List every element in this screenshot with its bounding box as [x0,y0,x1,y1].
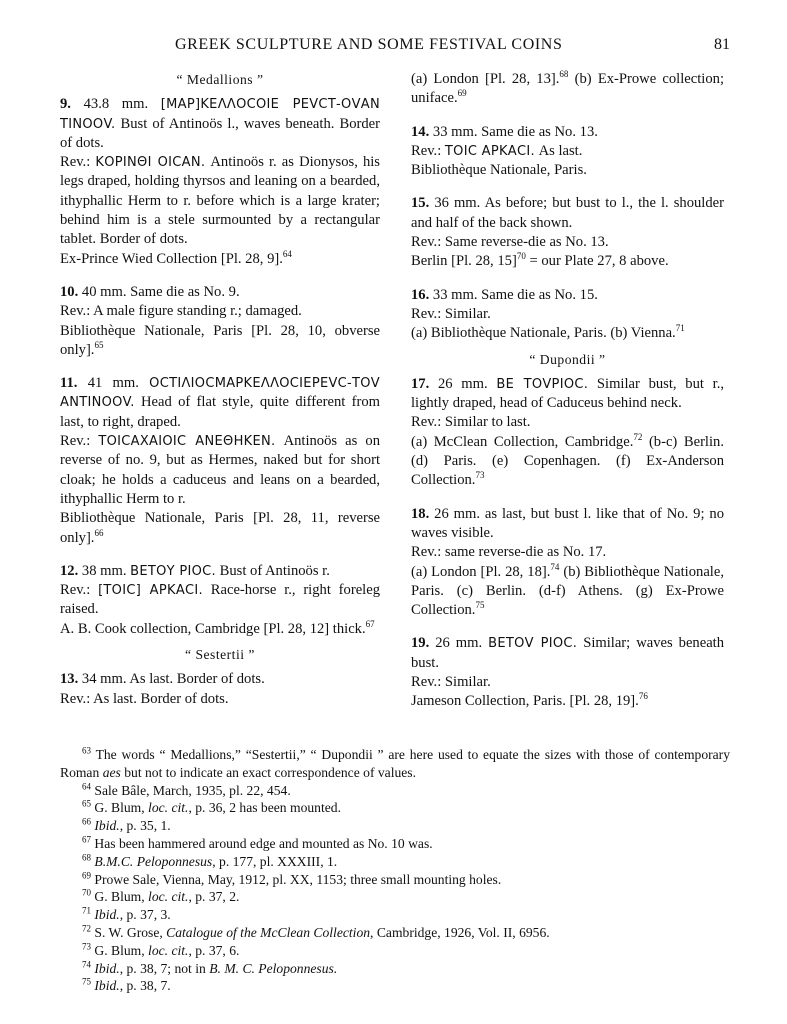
reverse-inscription: ΤΟΙC ΑΡΚΑCΙ. [444,143,535,159]
footnote-71: $^{71}$ Ibid., p. 37, 3. [82,905,171,923]
footnote-ref: 71 [675,323,685,334]
footnote-ref: 74 [550,561,560,572]
footnote-ref: 75 [475,600,485,611]
entry-number: 19. [411,635,430,652]
obverse-inscription: ΟCΤΙΛΙΟCΜΑΡΚΕΛΛΟCΙΕΡΕVC-ΤΟV ΑΝΤΙΝΟΟV. [60,376,381,411]
footnote-74: $^{74}$ Ibid., p. 38, 7; not in B. M. C. Peloponnesus. [82,959,338,976]
entry-number: 9. [60,96,71,113]
provenance: Bibliothèque Nationale, Paris [Pl. 28, 11, reverse only]. [60,510,380,546]
footnote-64: $^{64}$ Sale Bâle, March, 1935, pl. 22, 454. [82,781,291,798]
catalogue-entry-13: 13. 34 mm. As last. Border of dots. Rev.: As last. Border of dots. [60,671,265,707]
right-column [411,70,724,726]
footnote-67: $^{67}$ Has been hammered around edge and mounted as No. 10 was. [82,834,433,851]
entry-number: 15. [411,195,430,212]
footnote-66: $^{66}$ Ibid., p. 35, 1. [82,816,171,834]
reverse-inscription: ΚΟΡΙΝΘΙ ΟΙCΑΝ. [95,155,206,171]
catalogue-entry-11: 11. 41 mm. ΟCΤΙΛΙΟCΜΑΡΚΕΛΛΟCΙΕΡΕVC-ΤΟV ΑΝΤΙΝΟΟV. Head of flat style, quite different from last, to right, draped. Rev.: ΤΟΙCΑΧΑΙΟΙC ΑΝΕΘΗΚΕΝ. Antinoös as on reverse of no. 9, but as Hermes, naked but for short cloak; he holds a caduceus and leans on a bearded, ithyphallic Herm to r. Bibliothèque Nationale, Paris [Pl. 28, 11, reverse only].$^{66}$ [60,375,381,546]
entry-number: 17. [411,375,430,392]
footnote-69: $^{69}$ Prowe Sale, Vienna, May, 1912, pl. XX, 1153; three small mounting holes. [82,870,502,887]
section-heading-dupondii: “ Dupondii ” [529,351,606,367]
catalogue-entry-19: 19. 26 mm. ΒΕΤΟV ΡΙΟC. Similar; waves beneath bust. Rev.: Similar. Jameson Collection, Paris. [Pl. 28, 19].$^{76}$ [411,635,725,710]
footnote-ref: 66 [94,527,104,538]
catalogue-entry-14: 14. 33 mm. Same die as No. 13. Rev.: ΤΟΙC ΑΡΚΑCΙ. As last. Bibliothèque Nationale, Paris. [411,123,724,181]
page-number: 81 [714,36,730,53]
footnote-ref: 69 [457,88,467,99]
section-heading-sestertii: “ Sestertii ” [185,647,255,663]
footnote-ref: 70 [516,251,526,262]
provenance: (a) London [Pl. 28, 13]. [411,71,560,87]
entry-number: 14. [411,123,430,140]
running-header [60,36,730,60]
provenance: Ex-Prince Wied Collection [Pl. 28, 9]. [60,250,283,267]
provenance: Jameson Collection, Paris. [Pl. 28, 19]. [411,693,639,710]
entry-number: 12. [60,562,79,579]
catalogue-entry-16: 16. 33 mm. Same die as No. 15. Rev.: Similar. (a) Bibliothèque Nationale, Paris. (b) Vienna.$^{71}$ [411,286,685,342]
provenance: A. B. Cook collection, Cambridge [Pl. 28, 12] thick. [60,620,366,637]
provenance: (a) London [Pl. 28, 18]. [411,563,551,580]
catalogue-entry-17: 17. 26 mm. ΒΕ ΤΟVΡΙΟC. Similar bust, but r., lightly draped, head of Caduceus behind neck. Rev.: Similar to last. (a) McClean Collection, Cambridge.$^{72}$ (b-c) Berlin. (d) Paris. (e) Copenhagen. (f) Ex-Anderson Collection.$^{73}$ [411,375,725,489]
obverse-inscription: ΒΕ ΤΟVΡΙΟC. [496,376,589,392]
entry-number: 10. [60,283,79,300]
footnote-72: $^{72}$ S. W. Grose, Catalogue of the McClean Collection, Cambridge, 1926, Vol. II, 6956. [82,923,550,940]
catalogue-entry-12: 12. 38 mm. ΒΕΤΟΥ ΡΙΟC. Bust of Antinoös r. Rev.: [ΤΟΙC] ΑΡΚΑCΙ. Race-horse r., right foreleg raised. A. B. Cook collection, Cambridge [Pl. 28, 12] thick.$^{67}$ [60,562,380,637]
footnote-ref: 65 [94,340,104,350]
running-title: GREEK SCULPTURE AND SOME FESTIVAL COINS [175,36,563,53]
entry-number: 13. [60,671,79,688]
catalogue-entry-9: 9. 43.8 mm. [ΜΑΡ]ΚΕΛΛΟCΟΙΕ ΡΕVCΤ-ΟVΑΝ ΤΙΝΟΟV. Bust of Antinoös l., waves beneath. Border of dots. Rev.: ΚΟΡΙΝΘΙ ΟΙCΑΝ. Antinoös r. as Dionysos, his legs draped, holding thyrsos and leaning on a bearded, ithyphallic Herm to r. before which is a large krater; behind him is a stele surmounted by a rectangular tablet. Border of dots. Ex-Prince Wied Collection [Pl. 28, 9].$^{64}$ [60,96,380,267]
footnote-75: $^{75}$ Ibid., p. 38, 7. [82,976,171,994]
catalogue-entry-18: 18. 26 mm. as last, but bust l. like that of No. 9; no waves visible. Rev.: same reverse-die as No. 17. (a) London [Pl. 28, 18].$^{74}$ (b) Bibliothèque Nationale, Paris. (c) Berlin. (d-f) Athens. (g) Ex-Prowe Collection.$^{75}$ [411,505,724,619]
section-heading-medallions: “ Medallions ” [176,72,264,87]
left-column [60,70,380,723]
footnote-ref: 67 [365,618,375,629]
footnotes [60,746,730,995]
obverse-inscription: ΒΕΤΟV ΡΙΟC. [488,636,578,652]
entry-number: 11. [60,375,78,392]
obverse-inscription: [ΜΑΡ]ΚΕΛΛΟCΟΙΕ ΡΕVCΤ-ΟVΑΝ ΤΙΝΟΟV. [60,97,380,132]
provenance: (a) Bibliothèque Nationale, Paris. (b) Vienna. [411,325,676,342]
footnote-70: $^{70}$ G. Blum, loc. cit., p. 37, 2. [82,887,240,905]
provenance: Bibliothèque Nationale, Paris [Pl. 28, 10, obverse only]. [60,322,380,358]
footnote-63: $^{63}$ The words “ Medallions,” “Sestertii,” “ Dupondii ” are here used to equate the sizes with those of contemporary Roman aes but not to indicate an exact correspondence of values. [60,745,730,780]
footnote-ref: 76 [638,691,648,702]
footnote-ref: 73 [475,470,485,481]
catalogue-entry-13-continued: (a) London [Pl. 28, 13].$^{68}$ (b) Ex-Prowe collection; uniface.$^{69}$ [411,69,724,107]
reverse-inscription: [ΤΟΙC] ΑΡΚΑCΙ. [98,583,203,599]
reverse-inscription: ΤΟΙCΑΧΑΙΟΙC ΑΝΕΘΗΚΕΝ. [98,434,276,450]
entry-number: 16. [411,286,430,303]
footnote-ref: 64 [282,248,292,259]
catalogue-entry-10: 10. 40 mm. Same die as No. 9. Rev.: A male figure standing r.; damaged. Bibliothèque Nationale, Paris [Pl. 28, 10, obverse only].$^{65}$ [60,283,380,358]
provenance: (a) McClean Collection, Cambridge. [411,433,634,450]
entry-number: 18. [411,505,430,522]
footnote-65: $^{65}$ G. Blum, loc. cit., p. 36, 2 has been mounted. [82,798,341,816]
catalogue-entry-15: 15. 36 mm. As before; but bust to l., the l. shoulder and half of the back shown. Rev.: Same reverse-die as No. 13. Berlin [Pl. 28, 15]$^{70}$ = our Plate 27, 8 above. [411,195,724,270]
footnote-ref: 72 [633,431,643,442]
obverse-inscription: ΒΕΤΟΥ ΡΙΟC. [130,563,216,579]
footnote-73: $^{73}$ G. Blum, loc. cit., p. 37, 6. [82,941,240,958]
footnote-ref: 68 [559,69,569,80]
provenance: Berlin [Pl. 28, 15] [411,253,517,270]
provenance: Bibliothèque Nationale, Paris. [411,162,587,179]
footnote-68: $^{68}$ B.M.C. Peloponnesus, p. 177, pl. XXXIII, 1. [82,852,338,869]
